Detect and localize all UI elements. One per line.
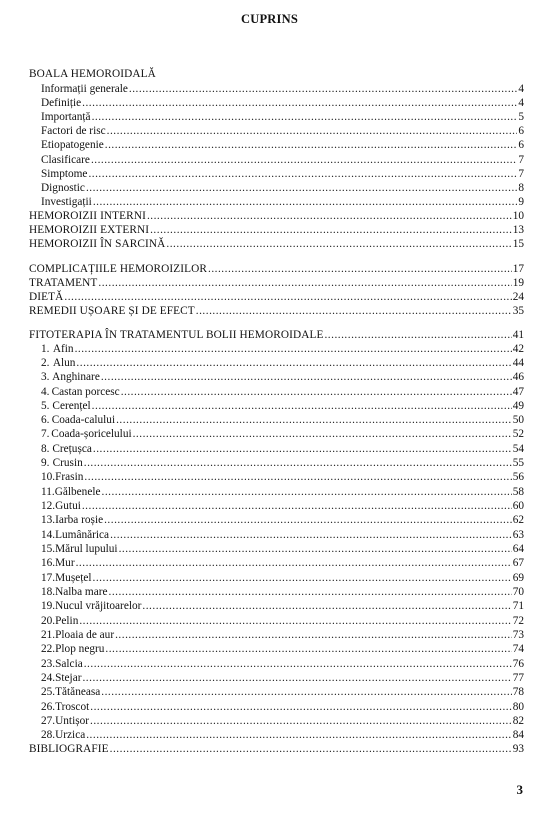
toc-entry-page: 69 <box>512 572 524 584</box>
toc-entry <box>41 701 524 714</box>
toc-entry-page: 56 <box>512 471 524 483</box>
toc-entry-label: Plop negru <box>55 643 105 655</box>
toc-entry <box>41 111 524 124</box>
toc-entry-number: 15. <box>41 543 56 555</box>
toc-entry-page: 7 <box>518 168 524 180</box>
toc-entry-number: 3. <box>41 371 50 383</box>
toc-entry-page: 5 <box>518 111 524 123</box>
toc-entry <box>41 386 524 399</box>
toc-entry-label: Definiție <box>41 97 82 109</box>
toc-entry-page: 49 <box>512 400 524 412</box>
toc-dot-leader <box>208 263 512 276</box>
toc-entry <box>41 125 524 138</box>
toc-dot-leader <box>129 83 517 96</box>
toc-dot-leader <box>105 139 518 152</box>
toc-entry <box>41 196 524 209</box>
toc-entry-number: 9. <box>41 457 50 469</box>
toc-dot-leader <box>86 729 511 742</box>
toc-entry-number: 4. <box>41 386 50 398</box>
toc-entry-label: HEMOROIZII INTERNI <box>29 210 146 222</box>
toc-entry-page: 9 <box>518 196 524 208</box>
toc-dot-leader <box>64 291 511 304</box>
toc-entry-label: DIETĂ <box>29 291 64 303</box>
toc-entry-page: 17 <box>512 263 524 275</box>
toc-entry-page: 62 <box>512 514 524 526</box>
toc-entry-number: 21. <box>41 629 56 641</box>
toc-entry-page: 77 <box>512 672 524 684</box>
toc-entry-number: 20. <box>41 615 56 627</box>
toc-entry <box>41 414 524 427</box>
toc-dot-leader <box>93 572 512 585</box>
toc-entry-number: 11. <box>41 486 55 498</box>
toc-entry <box>41 686 524 699</box>
toc-dot-leader <box>86 182 517 195</box>
toc-entry <box>41 629 524 642</box>
toc-entry-page: 55 <box>512 457 524 469</box>
toc-entry-page: 6 <box>518 139 524 151</box>
toc-entry-page: 4 <box>518 83 524 95</box>
toc-entry-label: Anghinare <box>52 371 100 383</box>
toc-entry-number: 5. <box>41 400 50 412</box>
toc-entry-page: 35 <box>512 305 524 317</box>
toc-entry-label: Frasin <box>55 471 84 483</box>
toc-entry-page: 52 <box>512 428 524 440</box>
toc-entry-label: Importanță <box>41 111 91 123</box>
toc-entry-number: 1. <box>41 343 50 355</box>
toc-dot-leader <box>84 457 512 470</box>
toc-entry-label: Crețușca <box>52 443 92 455</box>
toc-dot-leader <box>82 97 517 110</box>
toc-dot-leader <box>75 343 512 356</box>
toc-dot-leader <box>102 486 512 499</box>
toc-entry-label: Dignostic <box>41 182 85 194</box>
toc-dot-leader <box>93 196 518 209</box>
toc-entry-number: 19. <box>41 600 56 612</box>
toc-entry-label: Mur <box>55 557 75 569</box>
toc-entry-page: 47 <box>512 386 524 398</box>
toc-entry-label: Nalba mare <box>55 586 108 598</box>
toc-entry <box>41 428 524 441</box>
toc-entry-label: Coada-șoricelului <box>51 428 132 440</box>
toc-entry-page: 54 <box>512 443 524 455</box>
toc-entry-label: Castan porcesc <box>51 386 120 398</box>
toc-entry-label: Untișor <box>55 715 90 727</box>
toc-entry-page: 74 <box>512 643 524 655</box>
toc-entry-page: 19 <box>512 277 524 289</box>
toc-entry <box>41 500 524 513</box>
toc-entry <box>41 586 524 599</box>
toc-entry-label: Cerențel <box>52 400 91 412</box>
toc-entry-page: 63 <box>512 529 524 541</box>
toc-dot-leader <box>110 743 512 756</box>
toc-dot-leader <box>92 111 518 124</box>
toc-entry-number: 18. <box>41 586 56 598</box>
toc-entry <box>29 224 524 237</box>
toc-entry-label: Coada-calului <box>51 414 116 426</box>
toc-dot-leader <box>79 615 511 628</box>
toc-entry-number: 12. <box>41 500 56 512</box>
toc-entry <box>41 371 524 384</box>
toc-dot-leader <box>324 329 511 342</box>
toc-entry-number: 14. <box>41 529 56 541</box>
toc-dot-leader <box>107 125 518 138</box>
toc-entry <box>41 182 524 195</box>
toc-dot-leader <box>90 701 511 714</box>
toc-entry <box>29 277 524 290</box>
toc-entry <box>41 672 524 685</box>
toc-entry-page: 64 <box>512 543 524 555</box>
toc-entry <box>41 471 524 484</box>
toc-entry-page: 60 <box>512 500 524 512</box>
toc-entry <box>41 572 524 585</box>
toc-dot-leader <box>110 529 512 542</box>
toc-entry <box>41 615 524 628</box>
toc-dot-leader <box>76 357 511 370</box>
toc-entry-page: 67 <box>512 557 524 569</box>
toc-entry-page: 58 <box>512 486 524 498</box>
toc-dot-leader <box>133 428 512 441</box>
toc-entry-page: 8 <box>518 182 524 194</box>
toc-entry <box>41 97 524 110</box>
toc-entry-page: 46 <box>512 371 524 383</box>
toc-entry-label: FITOTERAPIA ÎN TRATAMENTUL BOLII HEMOROIDALE <box>29 329 324 341</box>
toc-entry <box>29 291 524 304</box>
toc-entry <box>41 154 524 167</box>
toc-entry-label: Simptome <box>41 168 88 180</box>
toc-entry-number: 16. <box>41 557 56 569</box>
toc-dot-leader <box>142 600 511 613</box>
toc-entry-number: 6. <box>41 414 50 426</box>
toc-entry-label: Informații generale <box>41 83 128 95</box>
toc-entry-page: 50 <box>512 414 524 426</box>
toc-entry-label: Pelin <box>55 615 79 627</box>
toc-dot-leader <box>119 543 512 556</box>
toc-entry-number: 26. <box>41 701 56 713</box>
toc-entry-page: 76 <box>512 658 524 670</box>
toc-entry <box>41 168 524 181</box>
toc-entry <box>41 486 524 499</box>
toc-entry <box>41 443 524 456</box>
toc-dot-leader <box>150 224 512 237</box>
toc-dot-leader <box>196 305 512 318</box>
toc-entry <box>41 139 524 152</box>
toc-entry <box>41 600 524 613</box>
toc-entry-label: HEMOROIZII ÎN SARCINĂ <box>29 238 166 250</box>
toc-entry-page: 24 <box>512 291 524 303</box>
toc-entry-number: 27. <box>41 715 56 727</box>
toc-entry <box>41 643 524 656</box>
toc-entry-page: 82 <box>512 715 524 727</box>
toc-entry-number: 28. <box>41 729 56 741</box>
toc-dot-leader <box>101 686 511 699</box>
page-title: CUPRINS <box>241 12 298 26</box>
toc-entry <box>41 83 524 96</box>
toc-dot-leader <box>105 643 511 656</box>
toc-entry-page: 72 <box>512 615 524 627</box>
toc-entry-label: Alun <box>52 357 76 369</box>
toc-entry-label: Etiopatogenie <box>41 139 104 151</box>
toc-entry-number: 24. <box>41 672 56 684</box>
toc-entry <box>41 557 524 570</box>
toc-entry-number: 2. <box>41 357 50 369</box>
toc-entry <box>41 543 524 556</box>
toc-entry-label: Urzica <box>55 729 86 741</box>
toc-entry-page: 7 <box>518 154 524 166</box>
toc-entry-label: Factori de risc <box>41 125 106 137</box>
toc-dot-leader <box>109 586 512 599</box>
toc-entry-number: 25. <box>41 686 56 698</box>
toc-entry-page: 13 <box>512 224 524 236</box>
toc-dot-leader <box>92 400 512 413</box>
toc-entry <box>29 210 524 223</box>
toc-entry-number: 23. <box>41 658 56 670</box>
toc-entry-label: COMPLICAȚIILE HEMOROIZILOR <box>29 263 207 275</box>
toc-entry-label: Iarba roșie <box>55 514 104 526</box>
toc-entry <box>29 68 524 81</box>
toc-entry-label: Clasificare <box>41 154 90 166</box>
toc-dot-leader <box>121 386 512 399</box>
toc-dot-leader <box>84 471 511 484</box>
toc-entry-page: 78 <box>512 686 524 698</box>
toc-dot-leader <box>82 500 512 513</box>
toc-entry-page: 41 <box>512 329 524 341</box>
toc-entry-page: 10 <box>512 210 524 222</box>
toc-entry <box>41 343 524 356</box>
toc-entry-label: Mărul lupului <box>55 543 118 555</box>
toc-entry-page: 84 <box>512 729 524 741</box>
toc-entry <box>29 305 524 318</box>
toc-dot-leader <box>104 514 512 527</box>
toc-entry-label: Afin <box>52 343 74 355</box>
toc-dot-leader <box>98 277 511 290</box>
toc-entry-number: 22. <box>41 643 56 655</box>
toc-entry-label: HEMOROIZII EXTERNI <box>29 224 150 236</box>
toc-entry-label: REMEDII UȘOARE ȘI DE EFECT <box>29 305 195 317</box>
toc-entry-page: 80 <box>512 701 524 713</box>
toc-entry-page: 4 <box>518 97 524 109</box>
toc-dot-leader <box>76 557 512 570</box>
toc-entry-page: 6 <box>518 125 524 137</box>
toc-dot-leader <box>115 629 512 642</box>
toc-entry <box>41 529 524 542</box>
toc-entry-label: Troscot <box>55 701 90 713</box>
toc-entry-page: 15 <box>512 238 524 250</box>
toc-entry <box>41 357 524 370</box>
toc-entry-page: 71 <box>512 600 524 612</box>
toc-entry-page: 42 <box>512 343 524 355</box>
toc-dot-leader <box>90 715 512 728</box>
toc-entry-number: 8. <box>41 443 50 455</box>
toc-entry-number: 17. <box>41 572 56 584</box>
toc-entry-page: 44 <box>512 357 524 369</box>
toc-entry-number: 7. <box>41 428 50 440</box>
toc-entry-label: Mușețel <box>55 572 92 584</box>
toc-entry-number: 10. <box>41 471 56 483</box>
toc-entry-label: Investigații <box>41 196 92 208</box>
toc-entry-label: Tătăneasa <box>55 686 101 698</box>
toc-entry-label: Nucul vrăjitoarelor <box>55 600 142 612</box>
page-number: 3 <box>516 782 523 797</box>
toc-entry <box>29 743 524 756</box>
toc-entry <box>41 715 524 728</box>
toc-entry-page: 70 <box>512 586 524 598</box>
toc-dot-leader <box>147 210 512 223</box>
toc-entry <box>41 514 524 527</box>
toc-entry-label: Stejar <box>55 672 82 684</box>
toc-entry-page: 93 <box>512 743 524 755</box>
toc-dot-leader <box>93 443 512 456</box>
toc-dot-leader <box>101 371 512 384</box>
toc-entry-label: Gutui <box>55 500 81 512</box>
toc-entry-number: 13. <box>41 514 56 526</box>
toc-dot-leader <box>84 658 512 671</box>
toc-entry-label: Gălbenele <box>54 486 101 498</box>
toc-entry <box>41 400 524 413</box>
toc-entry-label: Crusin <box>52 457 83 469</box>
toc-entry-label: BIBLIOGRAFIE <box>29 743 109 755</box>
toc-entry <box>29 329 524 342</box>
toc-entry <box>41 658 524 671</box>
toc-dot-leader <box>116 414 512 427</box>
toc-entry <box>41 457 524 470</box>
toc-entry-label: Salcia <box>55 658 83 670</box>
toc-dot-leader <box>166 238 511 251</box>
toc-entry <box>41 729 524 742</box>
toc-dot-leader <box>82 672 511 685</box>
toc-entry-label: Lumânărica <box>55 529 110 541</box>
toc-entry-label: BOALA HEMOROIDALĂ <box>29 68 156 80</box>
toc-entry-label: TRATAMENT <box>29 277 98 289</box>
toc-dot-leader <box>91 154 517 167</box>
toc-entry-label: Ploaia de aur <box>55 629 115 641</box>
toc-dot-leader <box>88 168 517 181</box>
toc-entry <box>29 238 524 251</box>
toc-entry <box>29 263 524 276</box>
toc-entry-page: 73 <box>512 629 524 641</box>
